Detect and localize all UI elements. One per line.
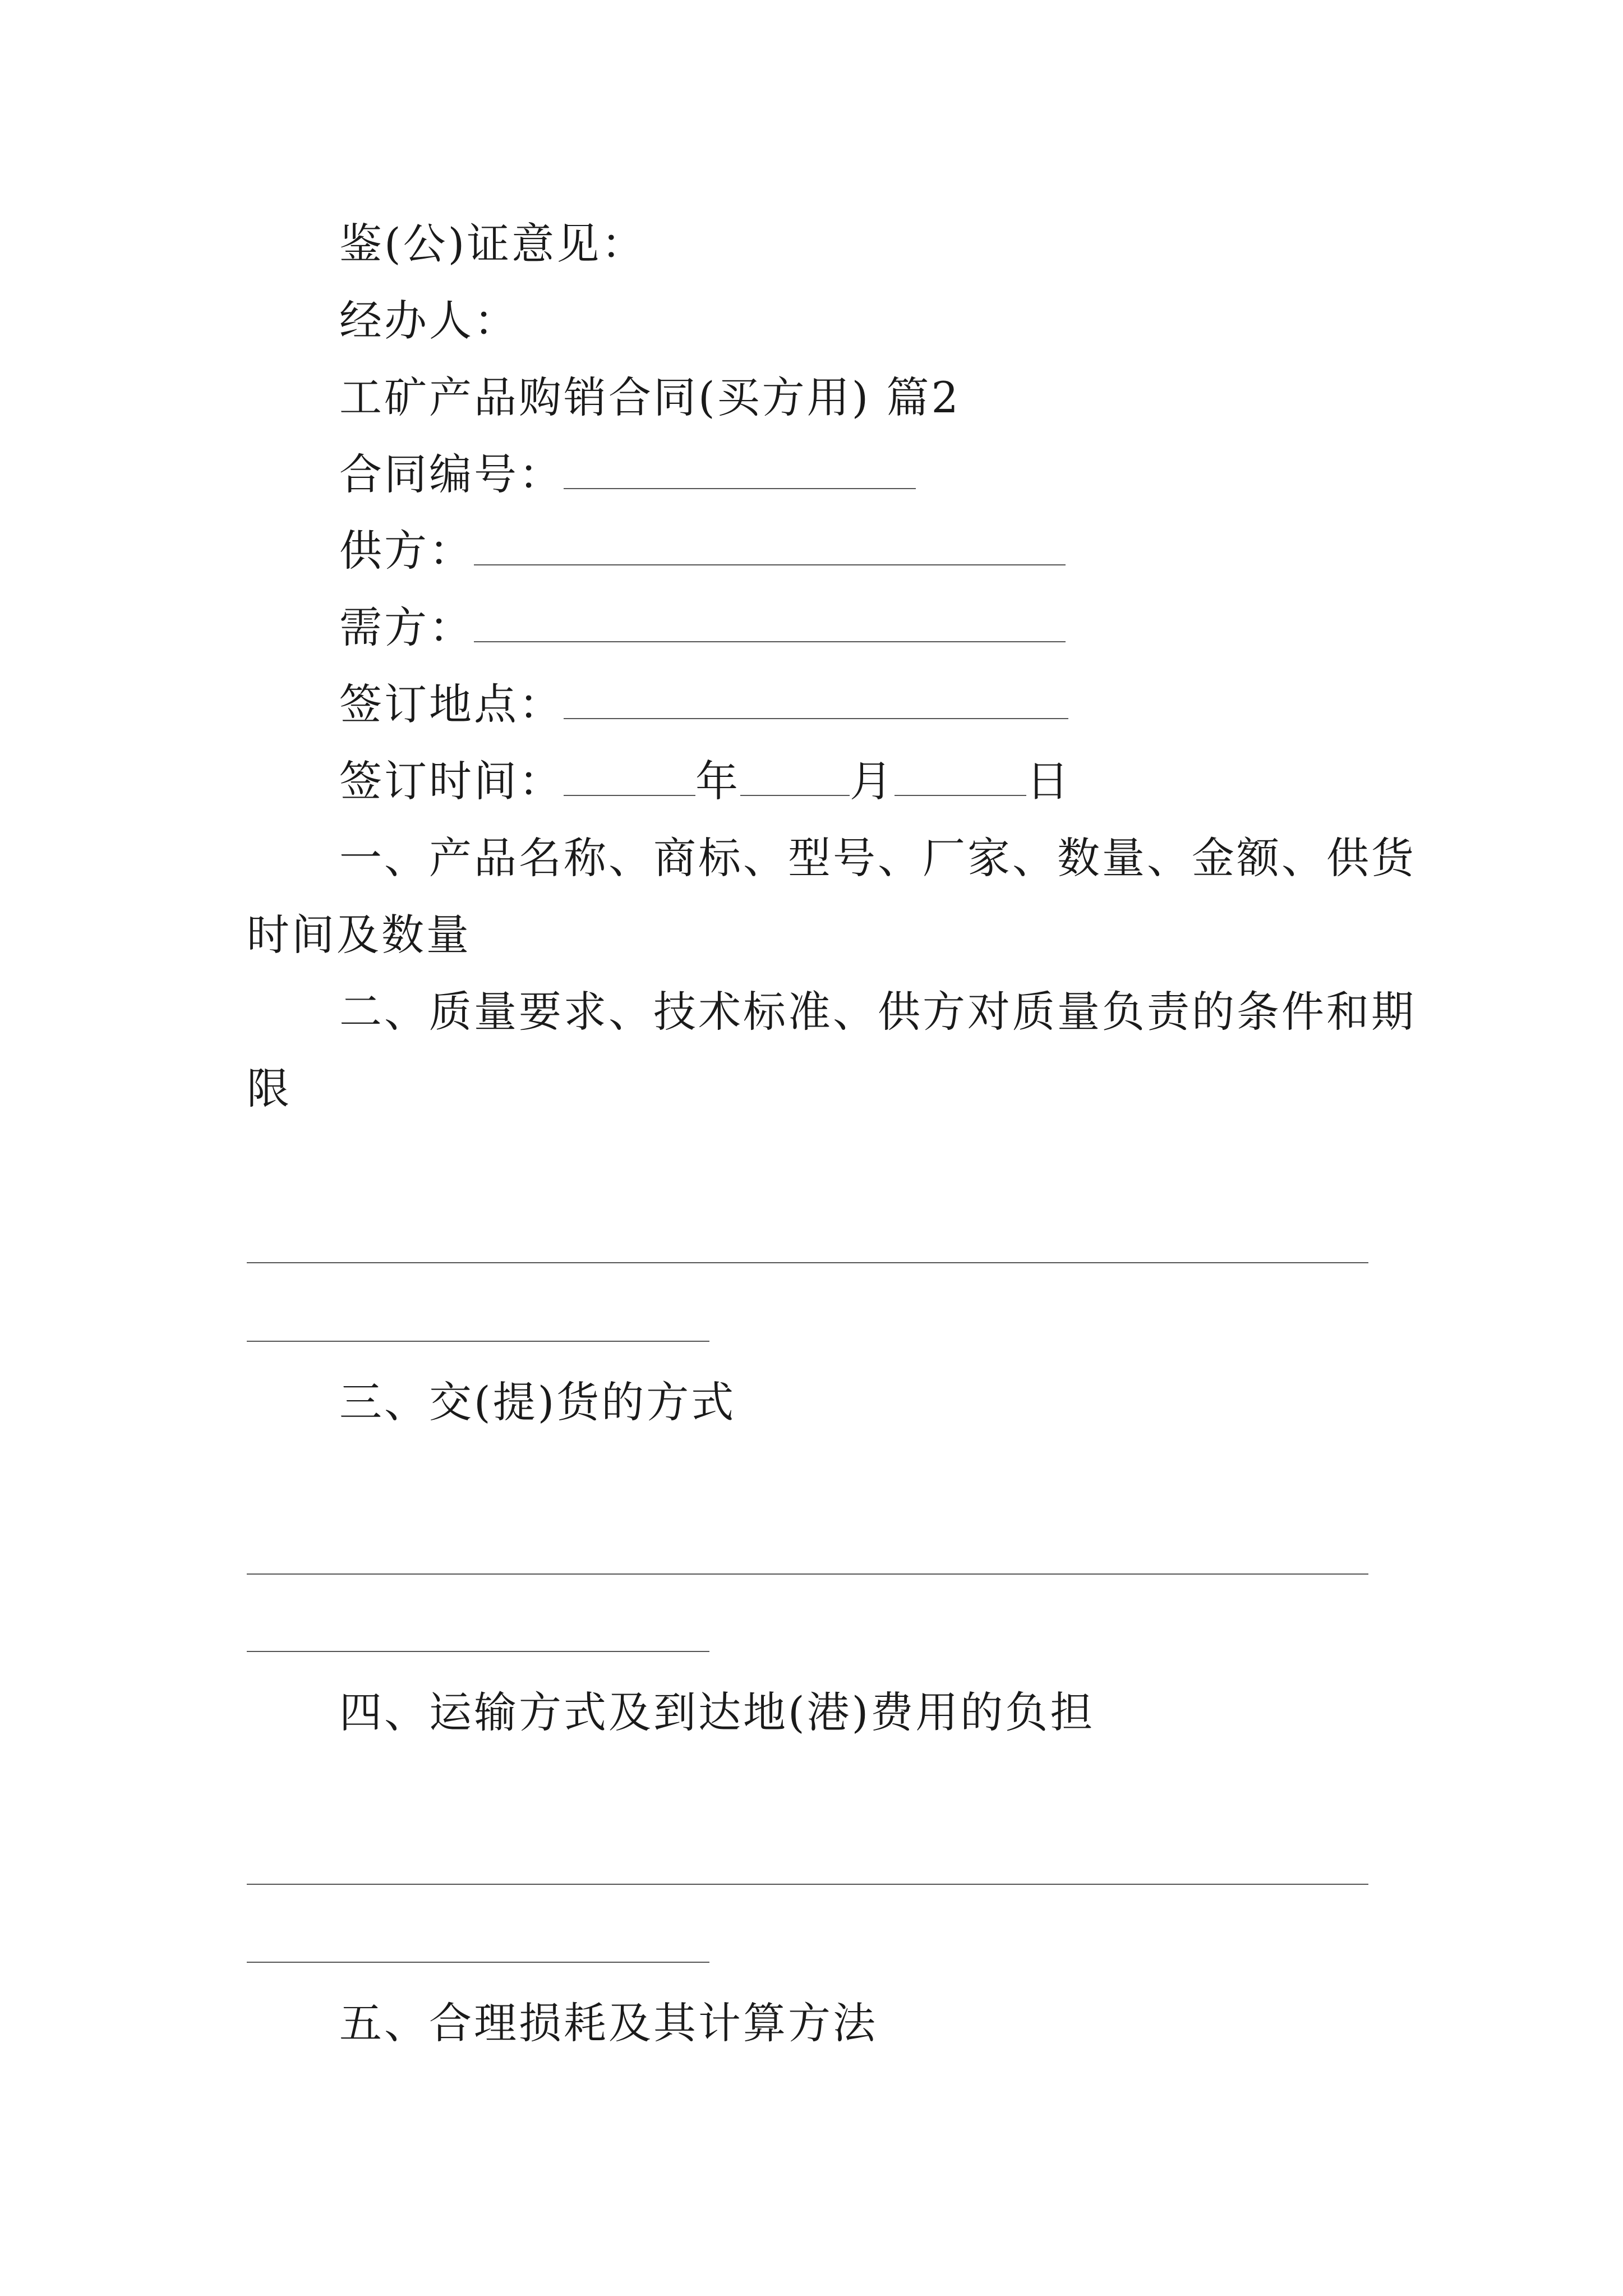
sign-place-row — [339, 677, 1068, 733]
clause5: 五、合理损耗及其计算方法 — [339, 1998, 878, 2048]
contract-no-row — [339, 447, 916, 503]
clause1-line2: 时间及数量 — [247, 910, 471, 960]
section-title: 工矿产品购销合同(买方用) 篇2 — [339, 372, 961, 422]
sign-place-label: 签订地点： — [339, 679, 564, 729]
buyer-row — [339, 600, 1066, 656]
clause3-answer-line-2[interactable] — [247, 1651, 709, 1652]
contract-no-label: 合同编号： — [339, 449, 564, 499]
clause4: 四、运输方式及到达地(港)费用的负担 — [339, 1687, 1095, 1737]
supplier-blank[interactable] — [474, 530, 1066, 565]
clause2-line2: 限 — [247, 1064, 292, 1114]
supplier-label: 供方： — [339, 526, 474, 576]
approval-label: 鉴(公)证意见： — [339, 219, 647, 269]
month-blank[interactable] — [740, 760, 850, 796]
day-label: 日 — [1026, 756, 1071, 806]
month-label: 月 — [850, 756, 895, 806]
clause2-answer-line-1[interactable] — [247, 1262, 1368, 1263]
handler-label: 经办人： — [339, 296, 519, 346]
supplier-row — [339, 523, 1066, 579]
year-label: 年 — [695, 756, 740, 806]
buyer-label: 需方： — [339, 602, 474, 652]
buyer-blank[interactable] — [474, 606, 1066, 642]
contract-no-blank[interactable] — [564, 453, 916, 489]
sign-time-label: 签订时间： — [339, 756, 564, 806]
clause4-answer-line-1[interactable] — [247, 1884, 1368, 1885]
day-blank[interactable] — [895, 760, 1026, 796]
clause2-line1: 二、质量要求、技术标准、供方对质量负责的条件和期 — [339, 987, 1416, 1037]
clause3-answer-line-1[interactable] — [247, 1573, 1368, 1575]
year-blank[interactable] — [564, 760, 695, 796]
sign-place-blank[interactable] — [564, 683, 1068, 719]
clause3: 三、交(提)货的方式 — [339, 1377, 736, 1427]
clause2-answer-line-2[interactable] — [247, 1341, 709, 1342]
clause4-answer-line-2[interactable] — [247, 1962, 709, 1963]
sign-time-row — [339, 753, 1071, 809]
clause1-line1: 一、产品名称、商标、型号、厂家、数量、金额、供货 — [339, 833, 1416, 883]
